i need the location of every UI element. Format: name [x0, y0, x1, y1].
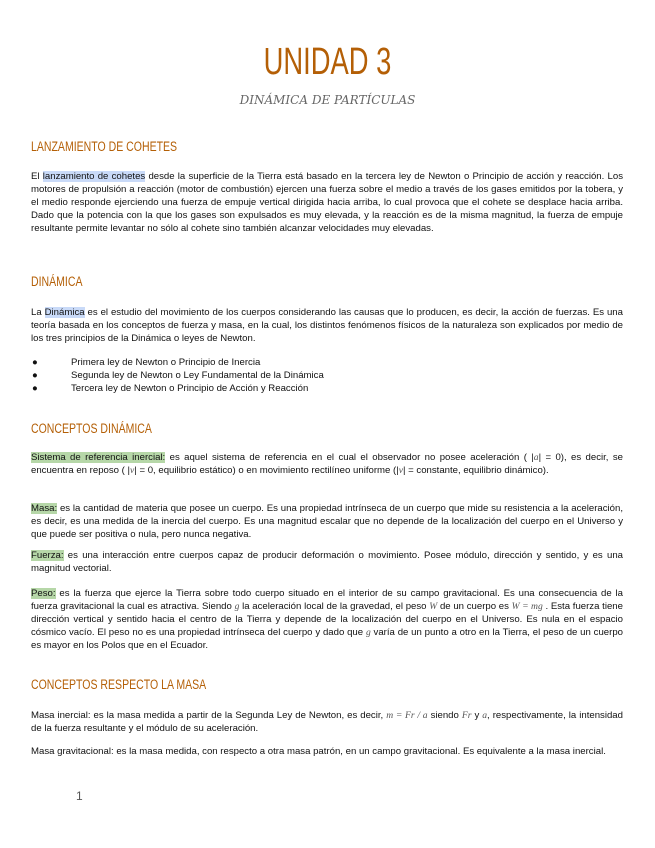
- list-item: [31, 382, 324, 395]
- paragraph-masa: [31, 502, 623, 541]
- math-a: a: [482, 710, 488, 721]
- list-item-text: Tercera ley de Newton o Principio de Acción y Reacción: [71, 383, 309, 395]
- paragraph-lanzamiento: [31, 170, 623, 235]
- text: es la cantidad de materia que posee un cuerpo. Es una propiedad intrínseca de un cuerpo que mide su resistencia a la aceleración, es decir, es una medida de la inercia del cuerpo. Es una magnitud escalar que no depende de la localización del cuerpo en el Universo y que puede ser positiva o nula, pero nunca negativa.: [31, 503, 623, 541]
- text: desde la superficie de la Tierra está basado en la tercera ley de Newton o Principio de acción y reacción. Los motores de propulsión a reacción (motor de combustión) ejercen una fuerza sobre el medio a través de los gases emitidos por la tobera, y el medio responde ejerciendo una fuerza de empuje vertical dirigida hacia arriba, lo cual provoca que el cohete se desplace hacia arriba. Dado que la potencia con la que los gases son expulsados es muy elevada, y la reacción es de la misma magnitud, la fuerza de empuje resultante permite levantar no sólo al cohete sino también alcanzar velocidades muy elevadas.: [31, 171, 624, 235]
- paragraph-masa-gravitacional: Masa gravitacional: es la masa medida, con respecto a otra masa patrón, en un campo gravitacional. Es equivalente a la masa inercial.: [31, 746, 606, 757]
- list-item-text: Segunda ley de Newton o Ley Fundamental de la Dinámica: [71, 370, 324, 382]
- paragraph-fuerza: [31, 549, 623, 575]
- text: Masa inercial: es la masa medida a partir de la Segunda Ley de Newton, es decir,: [31, 710, 387, 721]
- text: | = 0, equilibrio estático) o en movimiento rectilíneo uniforme (|: [134, 465, 399, 477]
- heading-lanzamiento: LANZAMIENTO DE COHETES: [31, 139, 178, 154]
- math-g: g: [234, 601, 240, 613]
- text: es aquel sistema de referencia en el cual el observador no posee aceleración ( |: [165, 452, 534, 463]
- heading-conceptos-masa: CONCEPTOS RESPECTO LA MASA: [31, 677, 207, 692]
- text: es el estudio del movimiento de los cuerpos considerando las causas que lo producen, es decir, la acción de fuerzas. Es una teoría basada en los conceptos de fuerza y masa, en la cual, los distintos fenómenos físicos de la naturaleza son explicados por medio de los tres principios de la Dinámica o leyes de Newton.: [31, 307, 623, 345]
- math-weight-formula: W = mg: [511, 601, 543, 613]
- math-a: a: [533, 452, 539, 463]
- list-item: [31, 356, 324, 369]
- page-title: UNIDAD 3: [263, 41, 392, 83]
- paragraph-masa-inercial: [31, 709, 623, 735]
- text: y: [471, 710, 483, 721]
- text: | = 0), es decir, se encuentra en reposo ( |: [31, 452, 623, 477]
- paragraph-dinamica: [31, 306, 623, 345]
- bullet-icon: ●: [32, 383, 38, 395]
- paragraph-peso: [31, 587, 623, 652]
- text: es la fuerza que ejerce la Tierra sobre todo cuerpo situado en el interior de su campo gravitacional. Es una consecuencia de la fuerza gravitacional la cual es atractiva. Siendo: [31, 588, 623, 613]
- text: varía de un punto a otro en la Tierra, el peso de un cuerpo es mayor en los Polos que en el Ecuador.: [31, 627, 624, 652]
- newton-laws-list: [31, 356, 324, 396]
- bullet-icon: ●: [32, 357, 38, 368]
- text: , respectivamente, la intensidad de la fuerza resultante y el módulo de su aceleración.: [31, 710, 623, 735]
- page-number: 1: [76, 789, 83, 803]
- term-peso[interactable]: Peso:: [31, 588, 56, 599]
- text: es una interacción entre cuerpos capaz de producir deformación o movimiento. Posee módulo, dirección y sentido, y es una magnitud vectorial.: [31, 550, 623, 575]
- term-masa[interactable]: Masa:: [31, 503, 58, 514]
- math-W: W: [429, 601, 438, 613]
- math-g: g: [365, 627, 371, 639]
- bullet-icon: ●: [32, 370, 38, 382]
- text: El: [31, 171, 43, 182]
- heading-dinamica: DINÁMICA: [31, 274, 83, 289]
- text: . Esta fuerza tiene dirección vertical y sentido hacia el centro de la Tierra y depende de la localización del cuerpo en el Universo. Es nula en el espacio cósmico vacío. El peso no es una propiedad intrínseca del cuerpo y dado que: [31, 601, 623, 639]
- term-fuerza[interactable]: Fuerza:: [31, 550, 64, 561]
- page-subtitle: DINÁMICA DE PARTÍCULAS: [239, 93, 416, 107]
- list-item: [31, 369, 324, 382]
- math-Fr: Fr: [461, 710, 472, 721]
- heading-conceptos-dinamica: CONCEPTOS DINÁMICA: [31, 421, 152, 436]
- text: de un cuerpo es: [437, 601, 512, 613]
- math-v: v: [130, 465, 135, 477]
- highlight-dinamica[interactable]: Dinámica: [44, 307, 85, 318]
- paragraph-sistema-referencia: [31, 451, 623, 477]
- highlight-lanzamiento[interactable]: lanzamiento de cohetes: [42, 171, 146, 182]
- term-sistema-referencia[interactable]: Sistema de referencia inercial:: [31, 452, 166, 463]
- text: | = constante, equilibrio dinámico).: [402, 465, 549, 477]
- math-v: v: [398, 465, 403, 477]
- text: La: [31, 307, 45, 318]
- math-mass-formula: m = Fr / a: [386, 710, 428, 721]
- text: siendo: [427, 710, 462, 721]
- list-item-text: Primera ley de Newton o Principio de Inercia: [71, 357, 261, 368]
- text: la aceleración local de la gravedad, el peso: [239, 601, 430, 613]
